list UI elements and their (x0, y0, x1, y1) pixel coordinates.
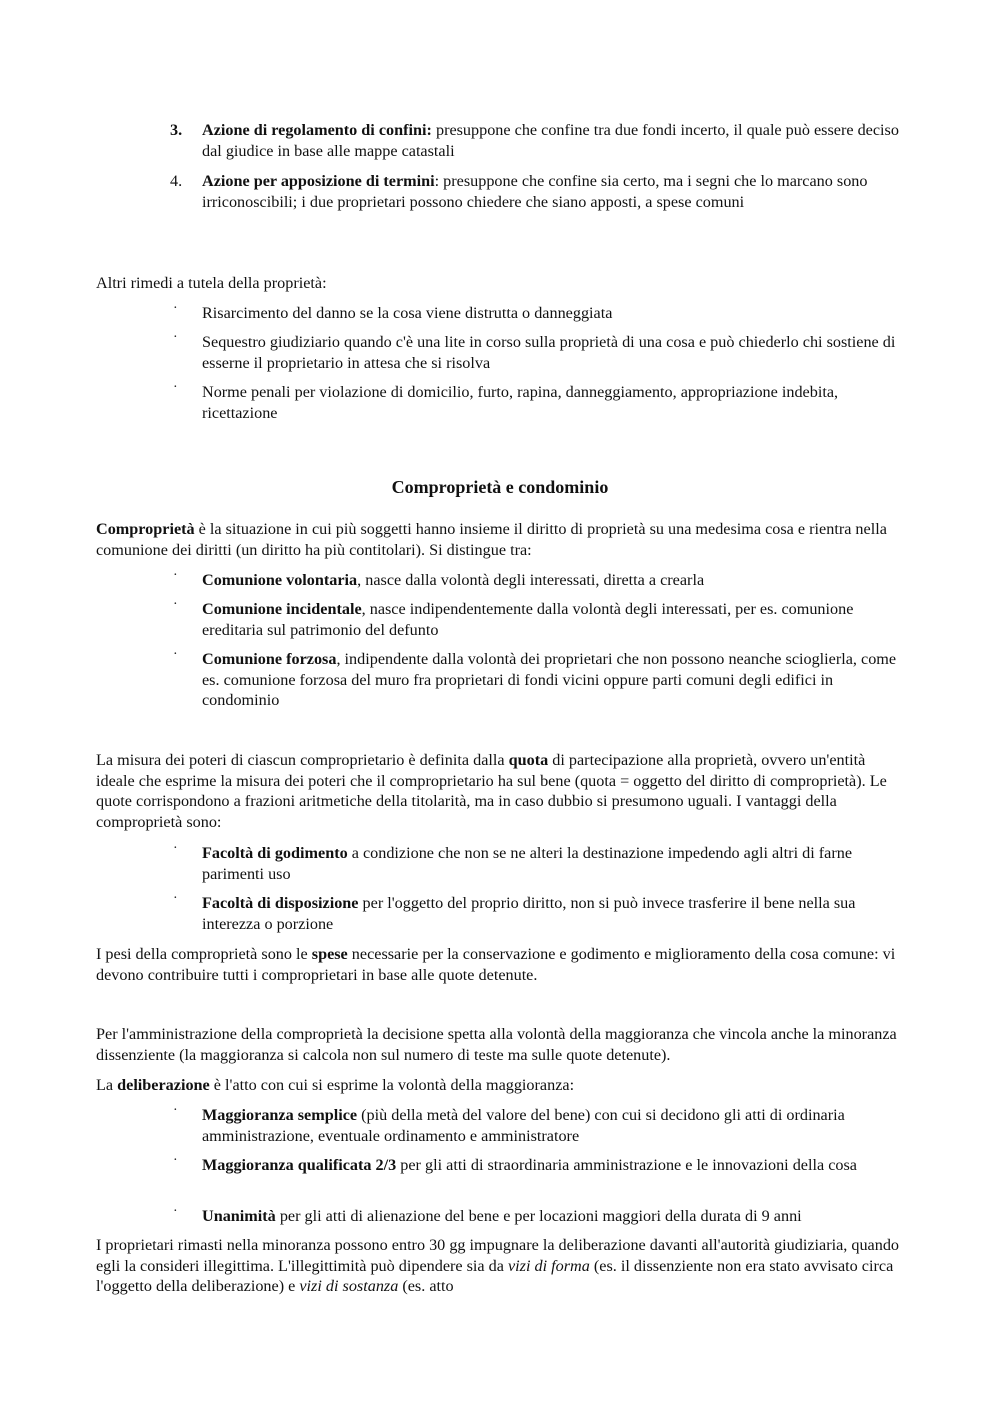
type-item (170, 649, 900, 711)
definition-paragraph (96, 519, 906, 560)
delib-text-before: La (96, 1076, 118, 1094)
majority-item (170, 1206, 900, 1227)
majority-title: Maggioranza qualificata 2/3 (202, 1156, 397, 1174)
item-number: 3. (170, 121, 183, 139)
item-text: presuppone che confine tra due fondi incerto, il quale può essere deciso dal giudice in base alle mappe catastali (202, 121, 899, 160)
admin-paragraph: Per l'amministrazione della comproprietà la decisione spetta alla volontà della maggioranza che vincola anche la minoranza dissenziente (la maggioranza si calcola non sul numero di teste ma sulle quote detenute). (96, 1025, 897, 1064)
type-text: , nasce dalla volontà degli interessati, diretta a crearla (357, 571, 705, 589)
final-paragraph (96, 1235, 906, 1297)
majority-text: per gli atti di alienazione del bene e per locazioni maggiori della durata di 9 anni (275, 1207, 802, 1225)
item-title: Azione per apposizione di termini (202, 172, 435, 190)
quota-text-before: La misura dei poteri di ciascun comproprietario è definita dalla (96, 751, 509, 769)
bullet-icon: · (173, 841, 178, 856)
advantage-item (170, 843, 900, 884)
numbered-item-3 (170, 120, 900, 161)
majority-title: Maggioranza semplice (202, 1106, 358, 1124)
bullet-icon: · (173, 380, 178, 395)
type-item (170, 570, 900, 591)
pesi-paragraph (96, 944, 906, 985)
definition-text: è la situazione in cui più soggetti hanno insieme il diritto di proprietà su una medesima cosa e rientra nella comunione dei diritti (un diritto ha più contitolari). Si distingue tra: (96, 520, 887, 559)
numbered-item-4 (170, 171, 900, 212)
bullet-icon: · (173, 597, 178, 612)
remedy-text: Risarcimento del danno se la cosa viene distrutta o danneggiata (202, 304, 613, 322)
remedy-item (170, 303, 900, 324)
remedy-text: Norme penali per violazione di domicilio, furto, rapina, danneggiamento, appropriazione indebita, ricettazione (202, 383, 839, 422)
deliberation-paragraph (96, 1075, 906, 1096)
quota-term: quota (508, 751, 549, 769)
final-italic-2: vizi di sostanza (299, 1277, 399, 1295)
bullet-icon: · (173, 891, 178, 906)
final-italic-1: vizi di forma (508, 1256, 590, 1275)
bullet-icon: · (173, 568, 178, 583)
bullet-icon: · (173, 647, 178, 662)
type-item (170, 599, 900, 640)
bullet-icon: · (173, 301, 178, 316)
item-title: Azione di regolamento di confini: (202, 121, 432, 139)
final-text-1: I proprietari rimasti nella minoranza possono entro 30 gg impugnare la deliberazione davanti all'autorità giudiziaria, quando egli la consideri illegittima. L'illegittimità può dipendere sia da (96, 1236, 900, 1275)
advantage-title: Facoltà di disposizione (202, 894, 359, 912)
pesi-text-before: I pesi della comproprietà sono le (96, 945, 312, 963)
type-title: Comunione incidentale (202, 600, 362, 618)
majority-title: Unanimità (202, 1207, 276, 1225)
majority-item (170, 1155, 900, 1176)
bullet-icon: · (173, 1204, 178, 1219)
bullet-icon: · (173, 330, 178, 345)
type-title: Comunione forzosa (202, 650, 337, 668)
bullet-icon: · (173, 1153, 178, 1168)
majority-item (170, 1105, 900, 1146)
quota-text-after: di partecipazione alla proprietà, ovvero un'entità ideale che esprime la misura dei poteri che il comproprietario ha sul bene (quota = oggetto del diritto di comproprietà). Le quote corrispondono a frazioni aritmetiche della titolarità, ma in caso dubbio si presumono uguali. I vantaggi della comproprietà sono: (96, 751, 887, 831)
type-text: , nasce indipendentemente dalla volontà degli interessati, per es. comunione ereditaria sul patrimonio del defunto (202, 600, 854, 639)
bullet-icon: · (173, 1103, 178, 1118)
item-text: : presuppone che confine sia certo, ma i segni che lo marcano sono irriconoscibili; i due proprietari possono chiedere che siano apposti, a spese comuni (202, 172, 868, 211)
type-text: , indipendente dalla volontà dei proprietari che non possono neanche scioglierla, come es. comunione forzosa del muro fra proprietari di fondi vicini oppure parti comuni degli edifici in condominio (202, 650, 897, 709)
type-title: Comunione volontaria (202, 571, 358, 589)
majority-text: (più della metà del valore del bene) con cui si decidono gli atti di ordinaria amministrazione, eventuale ordinamento e amministratore (202, 1106, 845, 1145)
advantage-title: Facoltà di godimento (202, 844, 348, 862)
advantage-item (170, 893, 900, 934)
remedies-intro: Altri rimedi a tutela della proprietà: (96, 274, 327, 292)
pesi-text-after: necessarie per la conservazione e godimento e miglioramento della cosa comune: vi devono contribuire tutti i comproprietari in base alle quote detenute. (96, 945, 896, 984)
final-text-2: (es. il dissenziente non era stato avvisato circa l'oggetto della deliberazione) e (96, 1256, 894, 1295)
section-title: Comproprietà e condominio (391, 477, 609, 497)
final-text-3: (es. atto (398, 1277, 454, 1295)
item-number: 4. (170, 172, 183, 190)
advantage-text: per l'oggetto del proprio diritto, non si può invece trasferire il bene nella sua interezza o porzione (202, 894, 856, 933)
quota-paragraph (96, 750, 906, 832)
remedy-item (170, 332, 900, 373)
advantage-text: a condizione che non se ne alteri la destinazione impedendo agli altri di farne parimenti uso (202, 844, 852, 883)
definition-term: Comproprietà (96, 520, 195, 538)
majority-text: per gli atti di straordinaria amministrazione e le innovazioni della cosa (396, 1156, 857, 1174)
remedy-text: Sequestro giudiziario quando c'è una lite in corso sulla proprietà di una cosa e può chiederlo chi sostiene di esserne il proprietario in attesa che si risolva (202, 333, 896, 372)
remedy-item (170, 382, 900, 423)
delib-term: deliberazione (117, 1076, 210, 1094)
delib-text-after: è l'atto con cui si esprime la volontà della maggioranza: (209, 1076, 575, 1094)
pesi-term: spese (311, 945, 348, 963)
